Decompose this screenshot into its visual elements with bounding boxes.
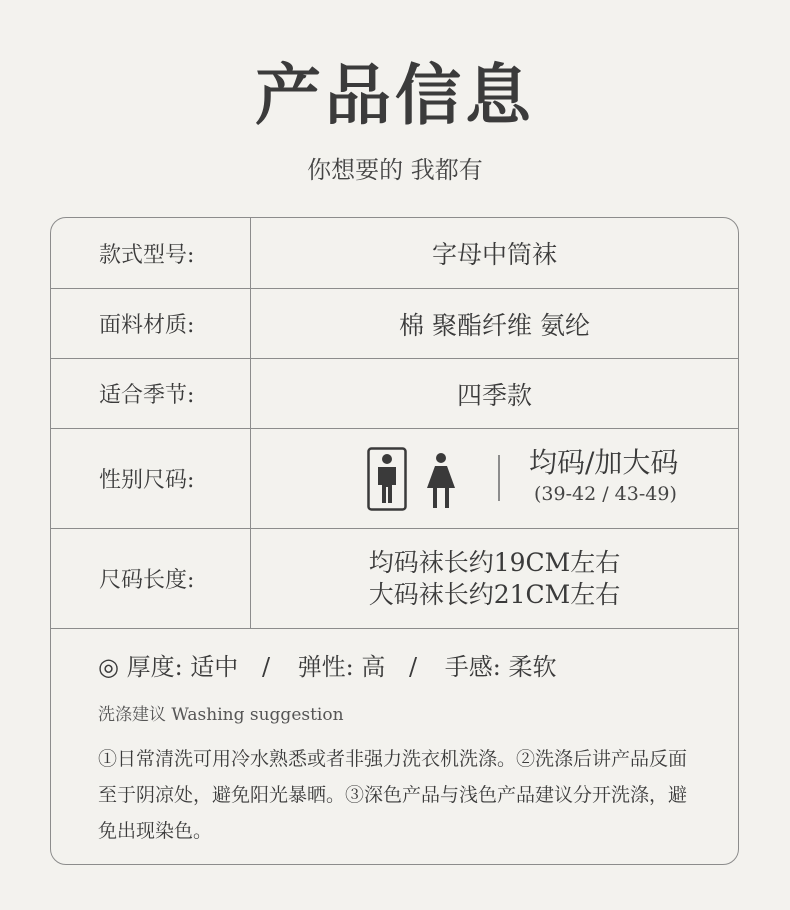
washing-instructions: ①日常清洗可用冷水熟悉或者非强力洗衣机洗涤。②洗涤后讲产品反面至于阴凉处，避免阳光暴晒。③深色产品与浅色产品建议分开洗涤，避免出现染色。 <box>98 748 688 842</box>
female-person-icon <box>425 447 457 511</box>
elasticity-text: 弹性: 高 <box>297 653 386 681</box>
row-style-model <box>51 218 738 289</box>
row-label: 性别尺码: <box>51 429 251 528</box>
row-label: 适合季节: <box>51 359 251 428</box>
page-subtitle: 你想要的 我都有 <box>307 156 483 184</box>
row-label: 尺码长度: <box>51 529 251 628</box>
row-season <box>51 359 738 429</box>
row-value <box>251 529 738 628</box>
male-person-icon <box>367 447 407 511</box>
row-label: 面料材质: <box>51 289 251 358</box>
feel-text: 手感: 柔软 <box>444 653 557 681</box>
vertical-divider <box>498 455 500 501</box>
product-info-card <box>50 217 739 865</box>
length-regular: 均码袜长约19CM左右 <box>368 547 621 577</box>
size-options: 均码/加大码 <box>529 446 679 479</box>
row-value: 字母中筒袜 <box>431 240 557 269</box>
row-label: 款式型号: <box>51 218 251 288</box>
bullet-icon: ◎ <box>98 653 119 681</box>
gender-icons <box>367 447 457 511</box>
length-large: 大码袜长约21CM左右 <box>368 579 621 609</box>
page-title: 产品信息 <box>255 56 535 134</box>
washing-heading: 洗涤建议 Washing suggestion <box>98 705 344 725</box>
row-value: 棉 聚酯纤维 氨纶 <box>399 310 590 340</box>
size-range: (39-42 / 43-49) <box>534 483 677 505</box>
separator: / <box>409 653 418 681</box>
thickness-text: 厚度: 适中 <box>126 653 239 681</box>
row-gender-size <box>51 429 738 529</box>
gender-size-cell <box>251 429 738 528</box>
separator: / <box>261 653 271 681</box>
feature-line <box>98 655 557 679</box>
row-value: 四季款 <box>456 380 532 410</box>
row-material <box>51 289 738 359</box>
row-sock-length <box>51 529 738 629</box>
